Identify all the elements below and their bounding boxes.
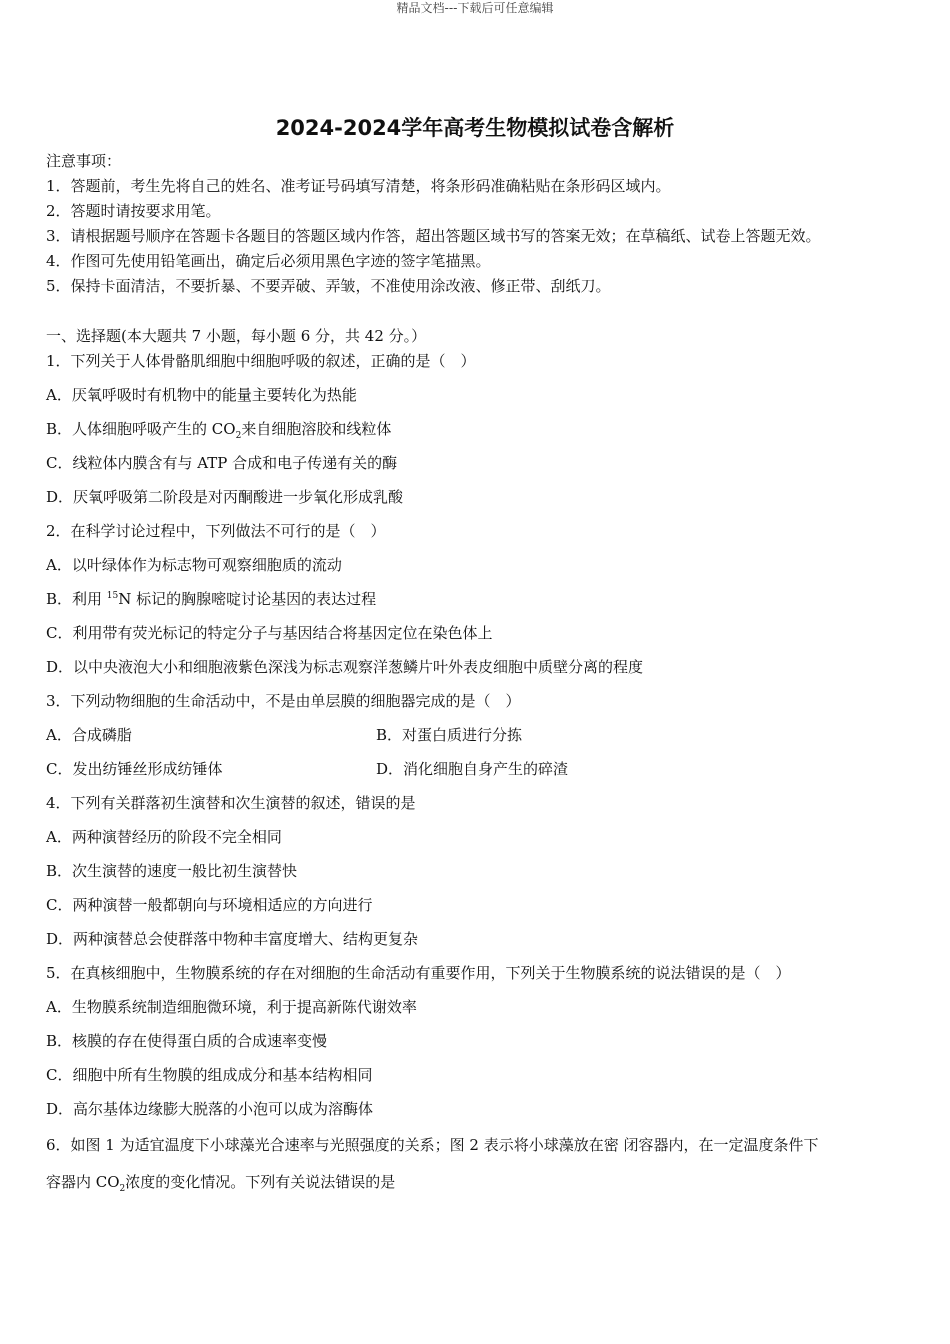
q1-option-b-post: 来自细胞溶胶和线粒体: [241, 420, 392, 438]
q2-option-d: D．以中央液泡大小和细胞液紫色深浅为标志观察洋葱鳞片叶外表皮细胞中质壁分离的程度: [46, 658, 644, 676]
q2-stem: 2．在科学讨论过程中，下列做法不可行的是（ ）: [46, 522, 386, 540]
q5-option-b: B．核膜的存在使得蛋白质的合成速率变慢: [46, 1032, 328, 1050]
q1-option-b-pre: B．人体细胞呼吸产生的 CO: [46, 420, 236, 438]
section-heading: 一、选择题(本大题共 7 小题，每小题 6 分，共 42 分。）: [46, 327, 427, 345]
q3-option-c: C．发出纺锤丝形成纺锤体: [46, 760, 223, 778]
notice-item-2: 2．答题时请按要求用笔。: [46, 202, 221, 220]
q3-option-d: D．消化细胞自身产生的碎渣: [376, 760, 569, 778]
q6-stem-line2-sub: 2: [119, 1184, 126, 1194]
q5-option-d: D．高尔基体边缘膨大脱落的小泡可以成为溶酶体: [46, 1100, 374, 1118]
q2-option-a: A．以叶绿体作为标志物可观察细胞质的流动: [46, 556, 342, 574]
q6-stem-line2: [46, 1172, 395, 1192]
q6-stem-line2-post: 浓度的变化情况。下列有关说法错误的是: [125, 1173, 396, 1191]
q4-option-a: A．两种演替经历的阶段不完全相同: [46, 828, 282, 846]
q1-option-c: C．线粒体内膜含有与 ATP 合成和电子传递有关的酶: [46, 454, 398, 472]
q5-option-c: C．细胞中所有生物膜的组成成分和基本结构相同: [46, 1066, 373, 1084]
notice-item-1: 1．答题前，考生先将自己的姓名、准考证号码填写清楚，将条形码准确粘贴在条形码区域内。: [46, 177, 671, 195]
q1-option-a: A．厌氧呼吸时有机物中的能量主要转化为热能: [46, 386, 357, 404]
q5-stem: 5．在真核细胞中，生物膜系统的存在对细胞的生命活动有重要作用，下列关于生物膜系统的说法错误的是（ ）: [46, 964, 791, 982]
page-header: 精品文档---下载后可任意编辑: [396, 1, 554, 15]
q1-option-b: [46, 419, 391, 439]
q4-option-d: D．两种演替总会使群落中物种丰富度增大、结构更复杂: [46, 930, 419, 948]
q2-option-b: [46, 589, 376, 609]
notice-item-3: 3．请根据题号顺序在答题卡各题目的答题区域内作答，超出答题区域书写的答案无效；在草稿纸、试卷上答题无效。: [46, 227, 821, 245]
notice-item-5: 5．保持卡面清洁，不要折暴、不要弄破、弄皱，不准使用涂改液、修正带、刮纸刀。: [46, 277, 611, 295]
q1-option-b-sub: 2: [235, 431, 242, 441]
page-title: 2024-2024学年高考生物模拟试卷含解析: [275, 116, 675, 140]
q2-option-b-sup: 15: [106, 591, 119, 601]
q2-option-b-pre: B．利用: [46, 590, 107, 608]
q3-option-a: A．合成磷脂: [46, 726, 132, 744]
notice-item-4: 4．作图可先使用铅笔画出，确定后必须用黑色字迹的签字笔描黑。: [46, 252, 491, 270]
q3-stem: 3．下列动物细胞的生命活动中，不是由单层膜的细胞器完成的是（ ）: [46, 692, 521, 710]
q2-option-c: C．利用带有荧光标记的特定分子与基因结合将基因定位在染色体上: [46, 624, 493, 642]
q5-option-a: A．生物膜系统制造细胞微环境，利于提高新陈代谢效率: [46, 998, 417, 1016]
q6-stem-line2-pre: 容器内 CO: [46, 1173, 120, 1191]
q4-option-b: B．次生演替的速度一般比初生演替快: [46, 862, 298, 880]
notice-heading: 注意事项：: [46, 152, 122, 170]
q4-stem: 4．下列有关群落初生演替和次生演替的叙述，错误的是: [46, 794, 416, 812]
q3-option-b: B．对蛋白质进行分拣: [376, 726, 523, 744]
q1-stem: 1．下列关于人体骨骼肌细胞中细胞呼吸的叙述，正确的是（ ）: [46, 352, 476, 370]
q6-stem-line1: 6．如图 1 为适宜温度下小球藻光合速率与光照强度的关系；图 2 表示将小球藻放在密 闭容器内，在一定温度条件下: [46, 1136, 819, 1154]
q4-option-c: C．两种演替一般都朝向与环境相适应的方向进行: [46, 896, 373, 914]
q1-option-d: D．厌氧呼吸第二阶段是对丙酮酸进一步氧化形成乳酸: [46, 488, 404, 506]
q2-option-b-post: N 标记的胸腺嘧啶讨论基因的表达过程: [118, 590, 377, 608]
